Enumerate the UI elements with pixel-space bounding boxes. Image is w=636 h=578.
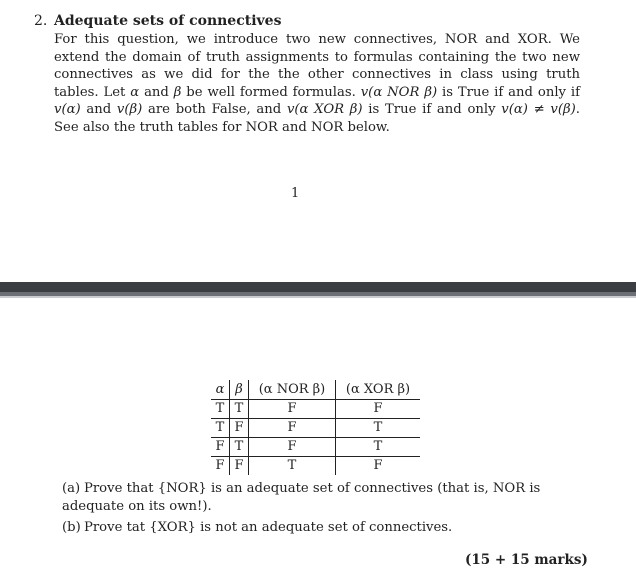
cell: T: [336, 419, 421, 438]
body-text: is True if and only if: [437, 84, 580, 100]
math-v-xor: v(α XOR β): [286, 102, 363, 117]
cell: F: [373, 458, 383, 473]
cell: T: [211, 419, 230, 438]
table-row: [211, 400, 420, 419]
page-break-divider: [0, 282, 636, 292]
table-row: [211, 438, 420, 457]
body-text: and: [80, 102, 117, 117]
math-v-beta: v(β): [116, 102, 143, 117]
body-text: are both False, and: [142, 102, 287, 117]
part-a-text: Prove that {NOR} is an adequate set of connectives (that is, NOR is adequate on its own!).: [62, 481, 541, 514]
cell: F: [230, 457, 249, 476]
math-alpha: α: [130, 84, 140, 100]
cell: F: [249, 419, 336, 438]
cell: T: [230, 400, 249, 419]
part-b: [62, 519, 582, 537]
header-nor: (α NOR β): [249, 380, 336, 400]
cell: T: [211, 400, 230, 419]
body-text: and: [139, 84, 174, 100]
math-v-neq: v(α) ≠ v(β): [501, 102, 576, 117]
cell: T: [230, 438, 249, 457]
cell: F: [211, 457, 230, 476]
page-break-divider-edge: [0, 296, 636, 298]
truth-table-header-row: [211, 380, 420, 400]
cell: F: [249, 400, 336, 419]
question-title: Adequate sets of connectives: [54, 13, 282, 29]
body-text: is True if and only: [362, 102, 502, 117]
header-xor: (α XOR β): [336, 380, 421, 400]
part-b-label: (b): [62, 520, 81, 535]
question-number: 2.: [34, 13, 48, 29]
cell: T: [336, 438, 421, 457]
math-v-alpha: v(α): [54, 102, 81, 117]
part-b-text: Prove tat {XOR} is not an adequate set of connectives.: [84, 520, 453, 535]
question-body: [54, 31, 580, 136]
body-text: . See also the truth tables for NOR and NOR below.: [54, 102, 580, 135]
cell: F: [249, 438, 336, 457]
table-row: [211, 419, 420, 438]
part-a-label: (a): [62, 481, 81, 496]
page-top: [0, 0, 636, 282]
header-beta: β: [230, 380, 249, 400]
math-beta: β: [173, 84, 182, 100]
marks: (15 + 15 marks): [465, 552, 588, 568]
cell: T: [249, 457, 336, 476]
body-text: be well formed formulas.: [181, 84, 361, 100]
math-v-nor: v(α NOR β): [360, 84, 438, 100]
table-row: [211, 457, 420, 476]
page-number: 1: [291, 186, 300, 201]
body-text: For this question, we introduce two new connectives, NOR and XOR. We extend the domain of truth assignments to formulas containing the two new connectives as we did for the the other connectives in class using truth tables. Let: [54, 32, 580, 100]
truth-table: [211, 380, 420, 475]
cell: F: [230, 419, 249, 438]
header-alpha: α: [211, 380, 230, 400]
cell: F: [211, 438, 230, 457]
cell: F: [336, 400, 421, 419]
part-a: [62, 480, 582, 515]
question-heading: [34, 12, 281, 30]
